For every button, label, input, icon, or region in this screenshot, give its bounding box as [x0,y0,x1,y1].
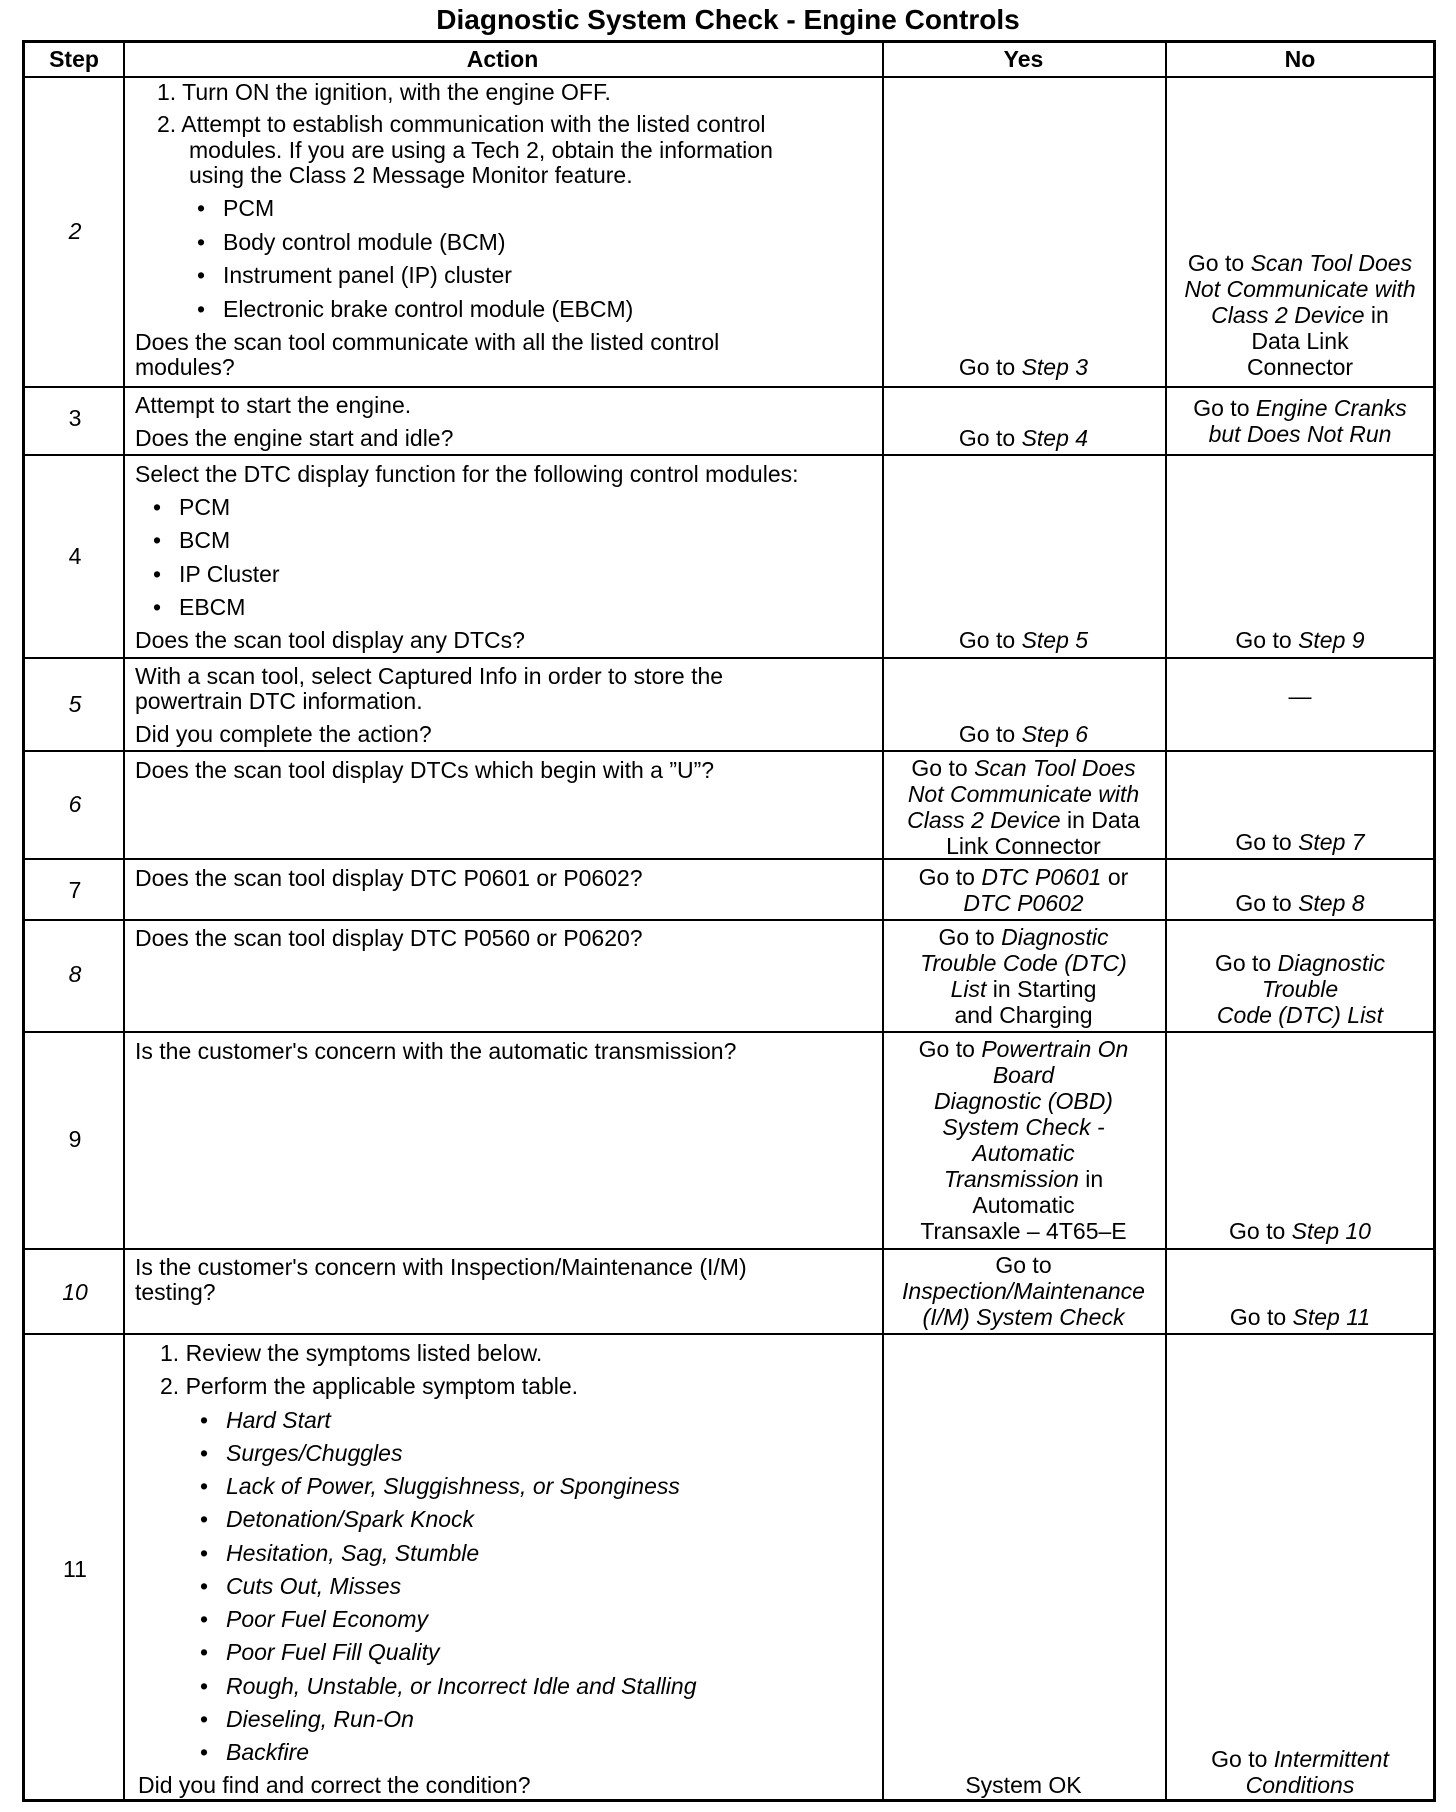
action-item: 1. Turn ON the ignition, with the engine OFF. [157,79,611,105]
no-cell: Go to Step 10 [1229,1218,1371,1244]
step-number: 7 [68,877,82,903]
step-number: 3 [68,405,82,431]
action-item: 2. Attempt to establish communication with the listed control [157,111,766,137]
no-cell: Go to Step 7 [1235,829,1365,855]
bullet-item: • EBCM [153,594,246,620]
step-number: 8 [68,961,82,987]
question-text: Does the scan tool display DTC P0560 or P0620? [135,925,643,951]
diagnostic-table [22,40,1436,1802]
row-divider [25,76,1433,78]
no-cell: Go to Scan Tool Does Not Communicate with Class 2 Device in Data Link Connector [1184,250,1416,380]
step-number: 11 [63,1556,87,1582]
bullet-item: • Electronic brake control module (EBCM) [197,296,634,322]
action-text: Attempt to start the engine. [135,392,412,418]
bullet-item: • Detonation/Spark Knock [200,1506,475,1532]
header-action: Action [466,46,539,72]
row-divider [25,1031,1433,1033]
bullet-item: • Surges/Chuggles [200,1440,403,1466]
bullet-item: • Poor Fuel Economy [200,1606,428,1632]
step-number: 2 [68,218,82,244]
yes-cell: Go to Inspection/Maintenance (I/M) System Check [902,1252,1145,1330]
header-no: No [1284,46,1316,72]
step-number: 9 [68,1126,82,1152]
row-divider [25,750,1433,752]
bullet-item: • Cuts Out, Misses [200,1573,402,1599]
question-text: modules? [135,354,235,380]
question-text: Does the scan tool display DTC P0601 or P0602? [135,865,643,891]
header-step: Step [49,46,99,72]
no-cell: — [1288,683,1312,709]
column-divider [123,43,125,1799]
step-number: 10 [62,1279,88,1305]
question-text: Did you complete the action? [135,721,432,747]
bullet-item: • Instrument panel (IP) cluster [197,262,512,288]
yes-cell: Go to Step 5 [958,627,1089,653]
row-divider [25,454,1433,456]
action-item: 1. Review the symptoms listed below. [160,1340,543,1366]
question-text: Does the scan tool display any DTCs? [135,627,525,653]
action-text: With a scan tool, select Captured Info in order to store the [135,663,724,689]
row-divider [25,919,1433,921]
action-text: using the Class 2 Message Monitor feature. [189,162,633,188]
row-divider [25,657,1433,659]
no-cell: Go to Intermittent Conditions [1211,1746,1389,1798]
yes-cell: Go to Step 6 [958,721,1089,747]
question-text: Does the scan tool communicate with all the listed control [135,329,720,355]
bullet-item: • Rough, Unstable, or Incorrect Idle and Stalling [200,1673,697,1699]
bullet-item: • Hard Start [200,1407,331,1433]
question-text: testing? [135,1279,216,1305]
bullet-item: • Lack of Power, Sluggishness, or Sponginess [200,1473,680,1499]
step-number: 5 [68,691,82,717]
no-cell: Go to Step 11 [1229,1304,1371,1330]
no-cell: Go to Diagnostic Trouble Code (DTC) List [1214,950,1386,1028]
question-text: Does the engine start and idle? [135,425,454,451]
yes-cell: System OK [965,1772,1082,1798]
bullet-item: • BCM [153,527,231,553]
yes-cell: Go to DTC P0601 or DTC P0602 [918,864,1129,916]
row-divider [25,1333,1433,1335]
bullet-item: • Body control module (BCM) [197,229,506,255]
yes-cell: Go to Step 4 [958,425,1089,451]
row-divider [25,1248,1433,1250]
no-cell: Go to Engine Cranks but Does Not Run [1193,395,1407,447]
no-cell: Go to Step 9 [1235,627,1365,653]
yes-cell: Go to Powertrain On Board Diagnostic (OBD) System Check - Automatic Transmission in Automatic Transaxle – 4T65–E [918,1036,1129,1244]
action-text: Select the DTC display function for the following control modules: [135,461,799,487]
action-text: powertrain DTC information. [135,688,423,714]
bullet-item: • IP Cluster [153,561,280,587]
bullet-item: • PCM [197,195,275,221]
yes-cell: Go to Step 3 [958,354,1089,380]
bullet-item: • Backfire [200,1739,310,1765]
question-text: Does the scan tool display DTCs which begin with a ”U”? [135,757,715,783]
yes-cell: Go to Scan Tool Does Not Communicate with Class 2 Device in Data Link Connector [907,755,1140,859]
bullet-item: • Dieseling, Run-On [200,1706,414,1732]
page-title: Diagnostic System Check - Engine Controls [436,4,1020,35]
question-text: Did you find and correct the condition? [138,1772,531,1798]
row-divider [25,386,1433,388]
row-divider [25,858,1433,860]
bullet-item: • Hesitation, Sag, Stumble [200,1540,480,1566]
column-divider [882,43,884,1799]
question-text: Is the customer's concern with Inspection/Maintenance (I/M) [135,1254,747,1280]
question-text: Is the customer's concern with the automatic transmission? [135,1038,737,1064]
bullet-item: • PCM [153,494,231,520]
bullet-item: • Poor Fuel Fill Quality [200,1639,440,1665]
step-number: 6 [68,791,82,817]
action-item: 2. Perform the applicable symptom table. [160,1373,579,1399]
step-number: 4 [68,543,82,569]
header-yes: Yes [1003,46,1044,72]
action-text: modules. If you are using a Tech 2, obtain the information [189,137,773,163]
no-cell: Go to Step 8 [1235,890,1365,916]
yes-cell: Go to Diagnostic Trouble Code (DTC) List in Starting and Charging [920,924,1127,1028]
